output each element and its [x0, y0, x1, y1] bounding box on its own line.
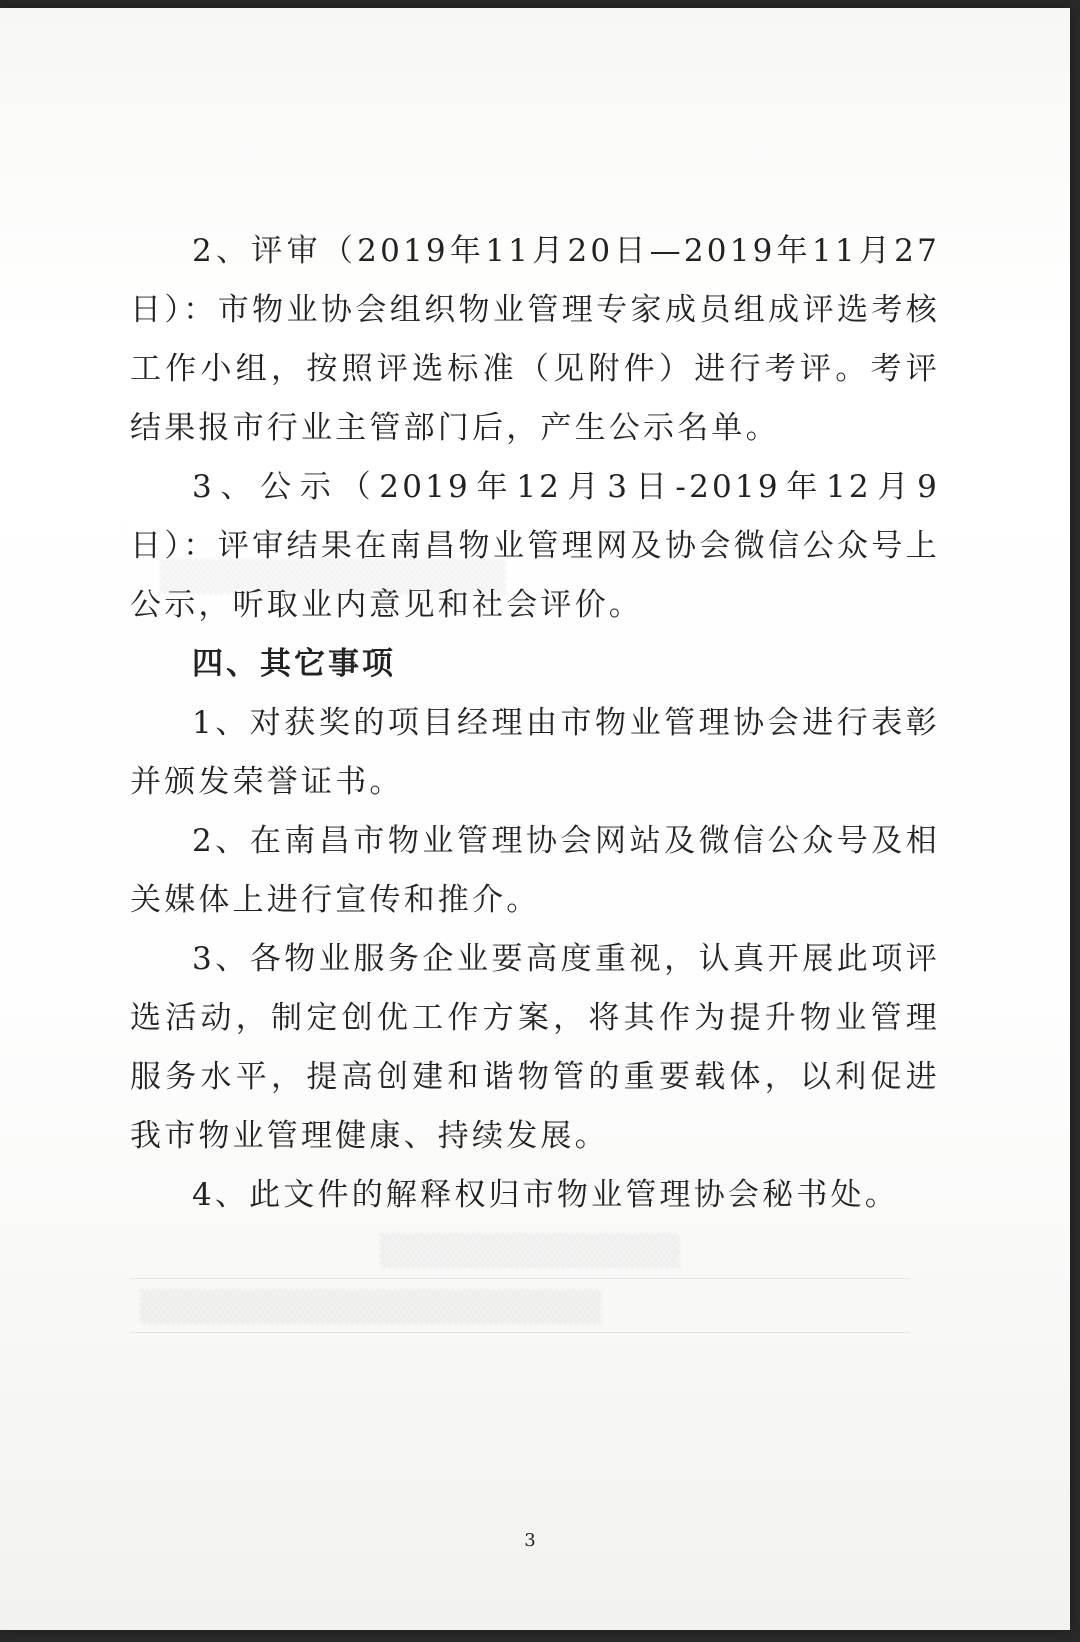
show-through-decoration: ▒▒▒▒▒▒▒▒▒▒▒▒▒▒▒▒▒▒▒▒ [140, 1290, 602, 1325]
show-through-rule [130, 1332, 910, 1333]
paper-page [0, 8, 1070, 1630]
show-through-rule [130, 1278, 910, 1279]
paragraph-interpretation: 4、此文件的解释权归市物业管理协会秘书处。 [192, 1177, 899, 1213]
page-number: 3 [524, 1530, 536, 1551]
paragraph-commendation: 1、对获奖的项目经理由市物业管理协会进行表彰并颁发荣誉证书。 [130, 705, 940, 800]
paragraph-promotion: 2、在南昌市物业管理协会网站及微信公众号及相关媒体上进行宣传和推介。 [130, 823, 940, 918]
show-through-decoration: ▒▒▒▒▒▒▒▒▒▒▒▒▒ [380, 1234, 680, 1269]
document-body [130, 222, 940, 1225]
paragraph-importance: 3、各物业服务企业要高度重视，认真开展此项评选活动，制定创优工作方案，将其作为提升物业管理服务水平，提高创建和谐物管的重要载体，以利促进我市物业管理健康、持续发展。 [130, 941, 940, 1154]
paragraph-publicity: 3、公示（2019年12月3日-2019年12月9日）：评审结果在南昌物业管理网及协会微信公众号上公示，听取业内意见和社会评价。 [130, 469, 940, 623]
section-heading-other-matters: 四、其它事项 [192, 646, 396, 682]
paragraph-review: 2、评审（2019年11月20日—2019年11月27日）：市物业协会组织物业管理专家成员组成评选考核工作小组，按照评选标准（见附件）进行考评。考评结果报市行业主管部门后，产生公示名单。 [130, 233, 940, 446]
show-through-decoration: ▒▒▒▒▒▒▒▒▒▒▒▒▒▒▒ [160, 560, 507, 595]
